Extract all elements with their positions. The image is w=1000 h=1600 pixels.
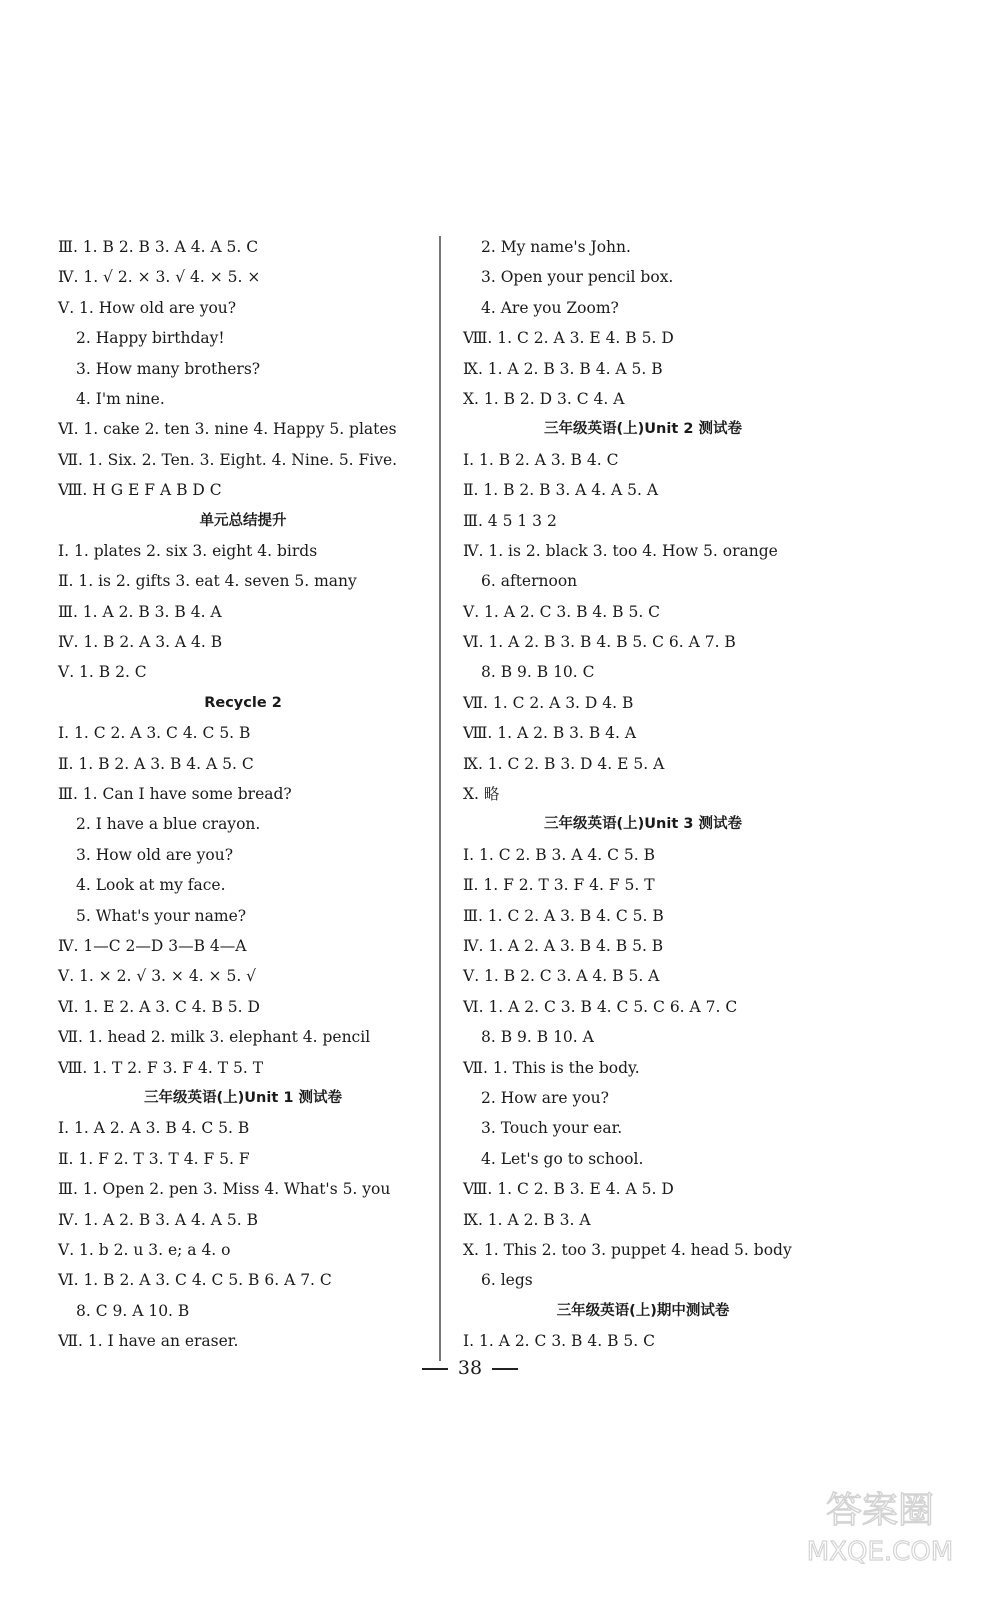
answer-line: Ⅲ. 1. A 2. B 3. B 4. A	[58, 602, 222, 621]
answer-line: Ⅳ. 1. √ 2. × 3. √ 4. × 5. ×	[58, 268, 261, 287]
section-heading: 三年级英语(上)Unit 2 测试卷	[544, 421, 742, 438]
answer-line: Ⅴ. 1. How old are you?	[58, 298, 237, 317]
answer-line: Ⅰ. 1. A 2. A 3. B 4. C 5. B	[58, 1119, 250, 1138]
watermark-logo	[790, 1480, 970, 1570]
answer-line: Ⅴ. 1. B 2. C	[58, 663, 147, 682]
answer-line: Ⅶ. 1. C 2. A 3. D 4. B	[463, 693, 634, 712]
answer-line: Ⅳ. 1. A 2. A 3. B 4. B 5. B	[463, 936, 664, 955]
answer-line: Ⅹ. 1. This 2. too 3. puppet 4. head 5. body	[463, 1240, 792, 1259]
section-heading: 三年级英语(上)期中测试卷	[556, 1302, 730, 1319]
answer-line: Ⅵ. 1. A 2. B 3. B 4. B 5. C 6. A 7. B	[463, 633, 736, 652]
answer-line: 6. afternoon	[481, 572, 578, 591]
answer-line: 3. Touch your ear.	[481, 1119, 623, 1138]
right-column	[463, 232, 823, 1356]
answer-line: 3. Open your pencil box.	[481, 268, 674, 287]
footer-dash-right	[492, 1368, 518, 1369]
answer-line: 8. B 9. B 10. A	[481, 1028, 594, 1047]
answer-line: 4. Let's go to school.	[481, 1149, 644, 1168]
answer-line: Ⅹ. 1. B 2. D 3. C 4. A	[463, 389, 625, 408]
answer-line: Ⅶ. 1. This is the body.	[463, 1058, 640, 1077]
answer-line: 3. How old are you?	[76, 845, 234, 864]
answer-line: Ⅷ. H G E F A B D C	[58, 481, 222, 500]
page-number: 38	[457, 1357, 483, 1379]
answer-line: Ⅰ. 1. B 2. A 3. B 4. C	[463, 450, 619, 469]
answer-line: 8. C 9. A 10. B	[76, 1301, 190, 1320]
answer-line: Ⅲ. 1. C 2. A 3. B 4. C 5. B	[463, 906, 664, 925]
watermark-text-bottom: MXQE.COM	[806, 1537, 954, 1567]
column-divider	[439, 236, 441, 1361]
answer-line: 3. How many brothers?	[76, 359, 261, 378]
page-number-footer	[0, 1357, 940, 1379]
answer-line: Ⅹ. 略	[463, 785, 500, 804]
answer-line: Ⅵ. 1. cake 2. ten 3. nine 4. Happy 5. plates	[58, 420, 397, 439]
answer-line: 2. How are you?	[481, 1088, 609, 1107]
answer-line: Ⅳ. 1—C 2—D 3—B 4—A	[58, 936, 247, 955]
answer-line: Ⅴ. 1. b 2. u 3. e; a 4. o	[58, 1240, 231, 1259]
answer-line: Ⅲ. 1. Open 2. pen 3. Miss 4. What's 5. you	[58, 1180, 391, 1199]
section-heading: Recycle 2	[204, 694, 282, 711]
answer-line: 5. What's your name?	[76, 906, 247, 925]
answer-line: Ⅵ. 1. A 2. C 3. B 4. C 5. C 6. A 7. C	[463, 997, 738, 1016]
answer-line: Ⅰ. 1. C 2. A 3. C 4. C 5. B	[58, 724, 251, 743]
answer-line: Ⅰ. 1. C 2. B 3. A 4. C 5. B	[463, 845, 655, 864]
answer-line: Ⅱ. 1. B 2. B 3. A 4. A 5. A	[463, 481, 659, 500]
answer-line: Ⅵ. 1. E 2. A 3. C 4. B 5. D	[58, 997, 260, 1016]
answer-line: Ⅰ. 1. plates 2. six 3. eight 4. birds	[58, 541, 318, 560]
answer-line: Ⅷ. 1. C 2. B 3. E 4. A 5. D	[463, 1180, 674, 1199]
answer-line: Ⅴ. 1. A 2. C 3. B 4. B 5. C	[463, 602, 661, 621]
answer-line: Ⅰ. 1. A 2. C 3. B 4. B 5. C	[463, 1332, 655, 1351]
answer-line: Ⅴ. 1. × 2. √ 3. × 4. × 5. √	[58, 967, 257, 986]
left-column	[58, 232, 428, 1356]
answer-line: Ⅲ. 1. Can I have some bread?	[58, 785, 292, 804]
answer-line: Ⅳ. 1. B 2. A 3. A 4. B	[58, 633, 223, 652]
answer-line: 4. Are you Zoom?	[481, 298, 619, 317]
answer-line: Ⅷ. 1. T 2. F 3. F 4. T 5. T	[58, 1058, 264, 1077]
answer-line: Ⅶ. 1. I have an eraser.	[58, 1332, 239, 1351]
answer-line: Ⅶ. 1. Six. 2. Ten. 3. Eight. 4. Nine. 5. Five.	[58, 450, 398, 469]
answer-line: Ⅲ. 4 5 1 3 2	[463, 511, 557, 530]
section-heading: 三年级英语(上)Unit 1 测试卷	[144, 1089, 342, 1106]
answer-line: Ⅳ. 1. A 2. B 3. A 4. A 5. B	[58, 1210, 258, 1229]
answer-line: 2. Happy birthday!	[76, 329, 225, 348]
answer-line: 4. Look at my face.	[76, 876, 226, 895]
answer-line: Ⅶ. 1. head 2. milk 3. elephant 4. pencil	[58, 1028, 371, 1047]
answer-line: 4. I'm nine.	[76, 389, 165, 408]
answer-line: Ⅴ. 1. B 2. C 3. A 4. B 5. A	[463, 967, 660, 986]
answer-line: Ⅲ. 1. B 2. B 3. A 4. A 5. C	[58, 238, 259, 256]
answer-line: 8. B 9. B 10. C	[481, 663, 595, 682]
answer-line: Ⅸ. 1. A 2. B 3. A	[463, 1210, 591, 1229]
answer-line: Ⅸ. 1. C 2. B 3. D 4. E 5. A	[463, 754, 665, 773]
answer-line: Ⅱ. 1. B 2. A 3. B 4. A 5. C	[58, 754, 254, 773]
answer-line: Ⅸ. 1. A 2. B 3. B 4. A 5. B	[463, 359, 663, 378]
watermark-text-top: 答案圈	[825, 1490, 935, 1531]
answer-line: Ⅳ. 1. is 2. black 3. too 4. How 5. orange	[463, 541, 778, 560]
answer-line: Ⅷ. 1. C 2. A 3. E 4. B 5. D	[463, 329, 674, 348]
answer-line: Ⅷ. 1. A 2. B 3. B 4. A	[463, 724, 637, 743]
answer-line: 2. My name's John.	[481, 238, 631, 256]
footer-dash-left	[422, 1368, 448, 1369]
answer-line: Ⅱ. 1. F 2. T 3. F 4. F 5. T	[463, 876, 655, 895]
section-heading: 单元总结提升	[199, 512, 287, 529]
answer-line: Ⅵ. 1. B 2. A 3. C 4. C 5. B 6. A 7. C	[58, 1271, 332, 1290]
answer-line: Ⅱ. 1. is 2. gifts 3. eat 4. seven 5. many	[58, 572, 357, 591]
answer-line: 2. I have a blue crayon.	[76, 815, 261, 834]
answer-line: Ⅱ. 1. F 2. T 3. T 4. F 5. F	[58, 1149, 250, 1168]
answer-line: 6. legs	[481, 1271, 533, 1290]
section-heading: 三年级英语(上)Unit 3 测试卷	[544, 816, 742, 833]
